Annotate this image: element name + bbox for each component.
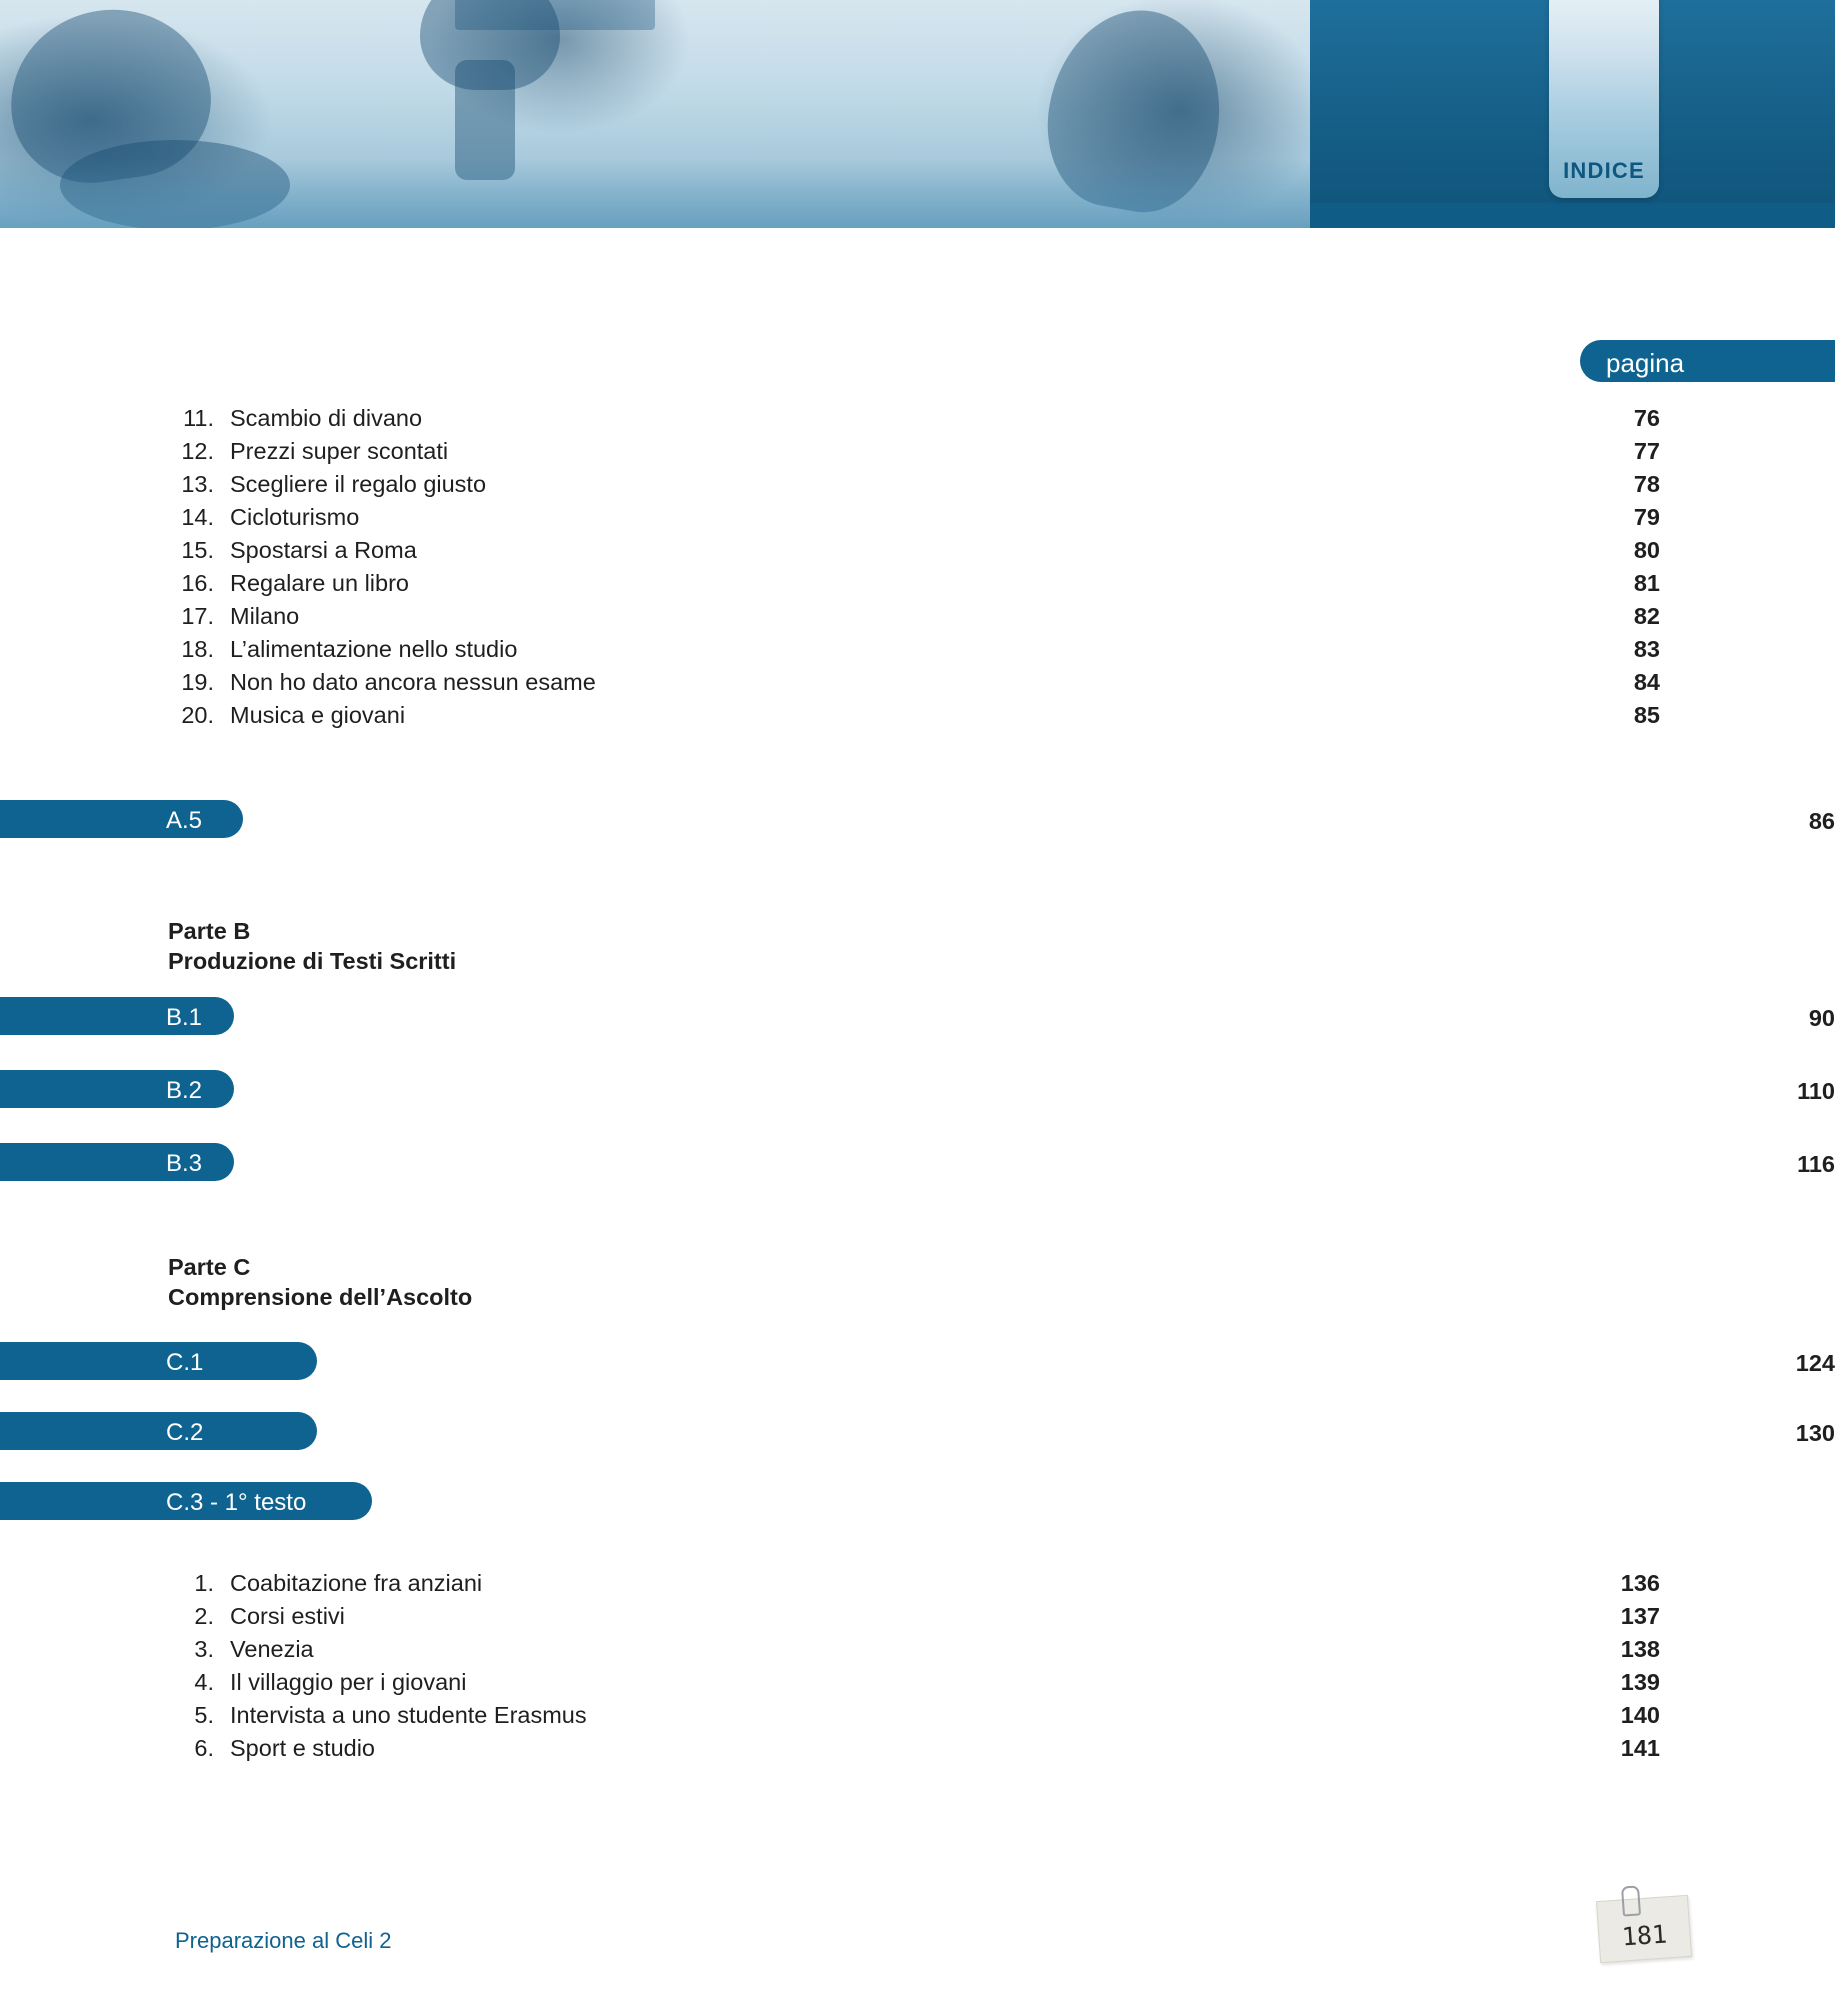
part-c-heading-line2: Comprensione dell’Ascolto — [168, 1284, 473, 1310]
list-item[interactable] — [160, 1702, 1660, 1735]
section-b2-page: 110 — [1797, 1078, 1835, 1104]
list-item[interactable] — [160, 1735, 1660, 1768]
page-column-header — [1580, 340, 1835, 382]
page-column-header-label: pagina — [1606, 348, 1685, 378]
list-item[interactable] — [160, 1669, 1660, 1702]
list-item-number: 6. — [194, 1735, 214, 1761]
photo-figure-left — [0, 0, 221, 193]
list-item-page: 80 — [1633, 537, 1660, 563]
part-c-heading-line1: Parte C — [168, 1254, 251, 1280]
list-item-number: 15. — [181, 537, 214, 563]
list-item[interactable] — [160, 504, 1660, 537]
list-item-page: 139 — [1620, 1669, 1660, 1695]
photo-figure-right — [1034, 0, 1236, 223]
list-item-number: 2. — [194, 1603, 214, 1629]
list-item-title: Scambio di divano — [230, 405, 423, 431]
part-b-heading-line2: Produzione di Testi Scritti — [168, 948, 457, 974]
list-item[interactable] — [160, 1603, 1660, 1636]
list-item[interactable] — [160, 1636, 1660, 1669]
list-item[interactable] — [160, 702, 1660, 735]
list-item-page: 85 — [1633, 702, 1660, 728]
list-item-title: Musica e giovani — [230, 702, 406, 728]
section-bar-c2[interactable] — [0, 1412, 317, 1450]
list-item-page: 76 — [1633, 405, 1660, 431]
list-item[interactable] — [160, 669, 1660, 702]
list-item[interactable] — [160, 1570, 1660, 1603]
list-item-title: Il villaggio per i giovani — [230, 1669, 467, 1695]
section-bar-c3-label: C.3 - 1° testo — [166, 1489, 307, 1516]
header-right-strip — [1310, 203, 1835, 228]
list-item-page: 78 — [1633, 471, 1660, 497]
section-b1-page: 90 — [1808, 1005, 1835, 1031]
section-bar-b1-label: B.1 — [166, 1004, 203, 1031]
toc-list-top — [160, 405, 1660, 735]
footer-book-title: Preparazione al Celi 2 — [175, 1928, 392, 1953]
list-item-number: 3. — [194, 1636, 214, 1662]
photo-figure-center-legs — [455, 60, 515, 180]
list-item-page: 81 — [1633, 570, 1660, 596]
toc-list-bottom — [160, 1570, 1660, 1768]
list-item-number: 19. — [181, 669, 214, 695]
section-bar-a5-label: A.5 — [166, 807, 203, 834]
list-item-page: 136 — [1620, 1570, 1660, 1596]
list-item[interactable] — [160, 570, 1660, 603]
section-bar-c1[interactable] — [0, 1342, 317, 1380]
section-bar-a5[interactable] — [0, 800, 243, 838]
list-item-page: 137 — [1620, 1603, 1660, 1629]
part-b-heading-line1: Parte B — [168, 918, 251, 944]
list-item-number: 16. — [181, 570, 214, 596]
list-item-number: 4. — [194, 1669, 214, 1695]
section-bar-b2-label: B.2 — [166, 1077, 203, 1104]
paperclip-icon — [1621, 1885, 1641, 1916]
section-a5-page: 86 — [1808, 808, 1835, 834]
indice-tab-label: INDICE — [1563, 158, 1645, 183]
list-item-number: 18. — [181, 636, 214, 662]
section-c2-page: 130 — [1795, 1420, 1835, 1446]
list-item-title: Milano — [230, 603, 300, 629]
list-item[interactable] — [160, 537, 1660, 570]
list-item[interactable] — [160, 438, 1660, 471]
list-item-number: 5. — [194, 1702, 214, 1728]
list-item-number: 17. — [181, 603, 214, 629]
list-item-title: Venezia — [230, 1636, 314, 1662]
list-item-title: Regalare un libro — [230, 570, 409, 596]
list-item-page: 141 — [1620, 1735, 1660, 1761]
list-item[interactable] — [160, 603, 1660, 636]
section-bar-c2-label: C.2 — [166, 1419, 204, 1446]
list-item-title: Spostarsi a Roma — [230, 537, 417, 563]
list-item-number: 12. — [181, 438, 214, 464]
list-item-number: 20. — [181, 702, 214, 728]
list-item-title: Cicloturismo — [230, 504, 360, 530]
list-item-page: 83 — [1633, 636, 1660, 662]
list-item[interactable] — [160, 405, 1660, 438]
footer-page-number: 181 — [1620, 1919, 1668, 1952]
list-item-page: 138 — [1620, 1636, 1660, 1662]
list-item-title: Intervista a uno studente Erasmus — [230, 1702, 587, 1728]
list-item-page: 140 — [1620, 1702, 1660, 1728]
footer-page-note — [1596, 1895, 1692, 1963]
section-bar-b3-label: B.3 — [166, 1150, 203, 1177]
list-item-title: Prezzi super scontati — [230, 438, 449, 464]
list-item-number: 14. — [181, 504, 214, 530]
list-item-page: 77 — [1633, 438, 1660, 464]
section-b3-page: 116 — [1797, 1151, 1835, 1177]
list-item-number: 1. — [194, 1570, 214, 1596]
section-c1-page: 124 — [1795, 1350, 1835, 1376]
list-item-page: 79 — [1633, 504, 1660, 530]
list-item-title: Corsi estivi — [230, 1603, 345, 1629]
list-item-title: Coabitazione fra anziani — [230, 1570, 483, 1596]
header-photo — [0, 0, 1310, 228]
list-item-page: 82 — [1633, 603, 1660, 629]
list-item-number: 13. — [181, 471, 214, 497]
list-item-title: Scegliere il regalo giusto — [230, 471, 487, 497]
list-item-number: 11. — [183, 405, 214, 431]
list-item[interactable] — [160, 636, 1660, 669]
list-item-title: Sport e studio — [230, 1735, 376, 1761]
section-bar-c1-label: C.1 — [166, 1349, 204, 1376]
list-item[interactable] — [160, 471, 1660, 504]
list-item-title: Non ho dato ancora nessun esame — [230, 669, 596, 695]
list-item-page: 84 — [1633, 669, 1660, 695]
list-item-title: L’alimentazione nello studio — [230, 636, 518, 662]
photo-figure-left-secondary — [60, 140, 290, 228]
